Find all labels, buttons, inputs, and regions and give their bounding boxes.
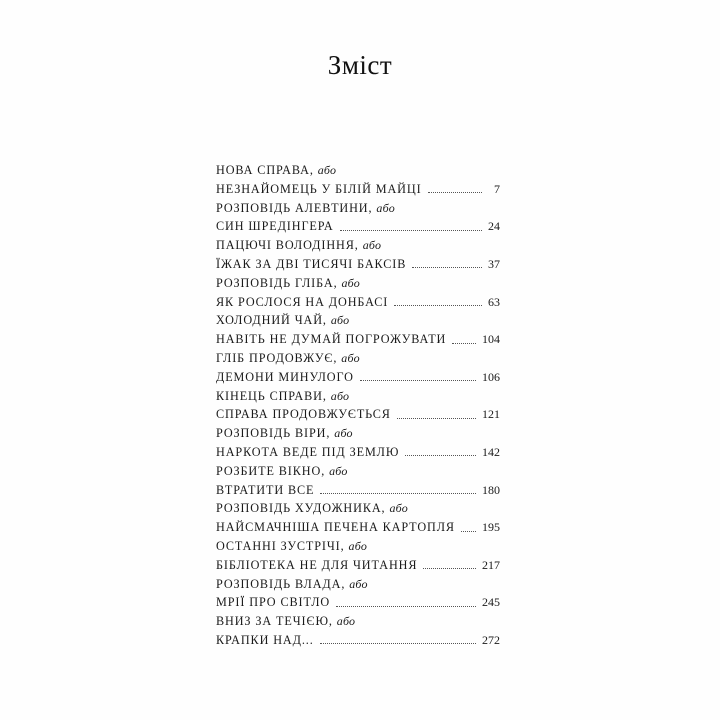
toc-entry-subtitle: НАРКОТА ВЕДЕ ПІД ЗЕМЛЮ [216,444,400,459]
toc-entry-connector: або [330,388,350,403]
toc-entry-title: РОЗПОВІДЬ ГЛІБА, [216,275,338,290]
toc-entry-title: РОЗПОВІДЬ АЛЕВТИНИ, [216,200,373,215]
toc-entry-title-line [216,575,500,594]
toc-entry[interactable] [216,349,500,387]
toc-entry-title-line [216,612,500,631]
toc-entry-connector: або [330,313,350,328]
toc-entry[interactable] [216,424,500,462]
toc-entry-subtitle: МРІЇ ПРО СВІТЛО [216,595,331,610]
toc-entry-subtitle: ВТРАТИТИ ВСЕ [216,482,315,497]
toc-entry-connector: або [362,238,382,253]
toc-entry-title-line [216,274,500,293]
toc-entry-title-line [216,349,500,368]
dot-leader [412,266,482,268]
toc-entry-subtitle-line [216,443,500,462]
page-title: Зміст [327,50,393,80]
toc-entry[interactable] [216,462,500,500]
dot-leader [423,567,476,569]
toc-entry-connector: або [336,614,356,629]
toc-entry-connector: або [341,350,360,365]
toc-entry-page-number: 217 [482,557,500,572]
toc-entry-subtitle-line [216,556,500,575]
dot-leader [360,379,476,381]
toc-entry-page-number: 195 [482,520,500,535]
toc-entry-subtitle: СИН ШРЕДІНГЕРА [216,219,334,234]
toc-entry-title: ВНИЗ ЗА ТЕЧІЄЮ, [216,614,333,629]
toc-entry-title: ОСТАННІ ЗУСТРІЧІ, [216,538,345,553]
dot-leader [428,191,482,193]
toc-entry-subtitle-line [216,631,500,650]
toc-entry[interactable] [216,537,500,575]
toc-entry[interactable] [216,499,500,537]
dot-leader [461,530,476,532]
toc-entry-connector: або [376,200,395,215]
toc-entry[interactable] [216,575,500,613]
toc-entry-page-number: 106 [482,369,500,384]
toc-entry-connector: або [329,463,348,478]
toc-entry-subtitle-line [216,330,500,349]
toc-entry-title: РОЗПОВІДЬ ВЛАДА, [216,576,346,591]
dot-leader [340,229,482,231]
toc-entry-connector: або [317,163,337,177]
toc-entry-title: РОЗПОВІДЬ ХУДОЖНИКА, [216,501,386,516]
toc-entry-title-line [216,424,500,443]
toc-entry-subtitle-line [216,593,500,612]
toc-entry-page-number: 37 [488,256,500,271]
toc-entry-subtitle: ЇЖАК ЗА ДВІ ТИСЯЧІ БАКСІВ [216,256,407,271]
dot-leader [405,454,476,456]
toc-entry-subtitle: БІБЛІОТЕКА НЕ ДЛЯ ЧИТАННЯ [216,557,418,572]
dot-leader [394,304,482,306]
toc-entry[interactable] [216,387,500,425]
toc-entry-connector: або [348,538,368,553]
table-of-contents [216,161,500,650]
toc-entry[interactable] [216,274,500,312]
toc-entry-connector: або [334,426,353,441]
toc-entry-page-number: 63 [488,294,500,309]
toc-entry-title-line [216,499,500,518]
toc-entry-page-number: 7 [494,181,500,196]
toc-entry-title: ПАЦЮЧІ ВОЛОДІННЯ, [216,238,359,253]
toc-entry-subtitle: НАВІТЬ НЕ ДУМАЙ ПОГРОЖУВАТИ [216,332,447,347]
toc-entry-subtitle-line [216,481,500,500]
toc-entry-title: ГЛІБ ПРОДОВЖУЄ, [216,350,338,365]
toc-entry-title-line [216,462,500,481]
toc-entry-subtitle-line [216,405,500,424]
toc-entry-page-number: 245 [482,595,500,610]
dot-leader [320,642,476,644]
toc-entry-title: РОЗБИТЕ ВІКНО, [216,463,326,478]
toc-entry-title-line [216,199,500,218]
toc-entry[interactable] [216,612,500,650]
toc-entry-title: РОЗПОВІДЬ ВІРИ, [216,426,331,441]
toc-entry-subtitle: ЯК РОСЛОСЯ НА ДОНБАСІ [216,294,389,309]
dot-leader [336,605,476,607]
toc-entry-title-line [216,537,500,556]
toc-entry-subtitle: СПРАВА ПРОДОВЖУЄТЬСЯ [216,407,391,422]
toc-entry-subtitle-line [216,518,500,537]
toc-entry-page-number: 121 [482,407,500,422]
toc-entry-title: ХОЛОДНИЙ ЧАЙ, [216,313,327,328]
toc-entry-subtitle-line [216,368,500,387]
toc-entry-subtitle-line [216,255,500,274]
toc-entry[interactable] [216,199,500,237]
toc-entry-title-line [216,387,500,406]
toc-entry-page-number: 272 [482,632,500,647]
dot-leader [320,492,476,494]
toc-entry-subtitle: НЕЗНАЙОМЕЦЬ У БІЛІЙ МАЙЦІ [216,181,422,196]
toc-entry[interactable] [216,311,500,349]
toc-entry-title: НОВА СПРАВА, [216,163,314,177]
toc-entry[interactable] [216,236,500,274]
toc-entry-page-number: 142 [482,444,500,459]
toc-entry[interactable] [216,161,500,199]
toc-entry-subtitle-line [216,180,500,199]
toc-entry-connector: або [389,501,408,516]
toc-entry-title-line [216,236,500,255]
toc-entry-page-number: 104 [482,332,500,347]
toc-entry-connector: або [349,576,368,591]
toc-entry-subtitle: ДЕМОНИ МИНУЛОГО [216,369,354,384]
toc-entry-connector: або [341,275,360,290]
toc-entry-title: КІНЕЦЬ СПРАВИ, [216,388,327,403]
dot-leader [452,342,476,344]
toc-entry-subtitle-line [216,217,500,236]
toc-entry-subtitle: НАЙСМАЧНІША ПЕЧЕНА КАРТОПЛЯ [216,520,455,535]
toc-entry-title-line [216,161,500,180]
toc-entry-subtitle: КРАПКИ НАД... [216,632,314,647]
toc-entry-subtitle-line [216,293,500,312]
toc-entry-page-number: 24 [488,219,500,234]
dot-leader [397,417,476,419]
toc-entry-page-number: 180 [482,482,500,497]
toc-entry-title-line [216,311,500,330]
